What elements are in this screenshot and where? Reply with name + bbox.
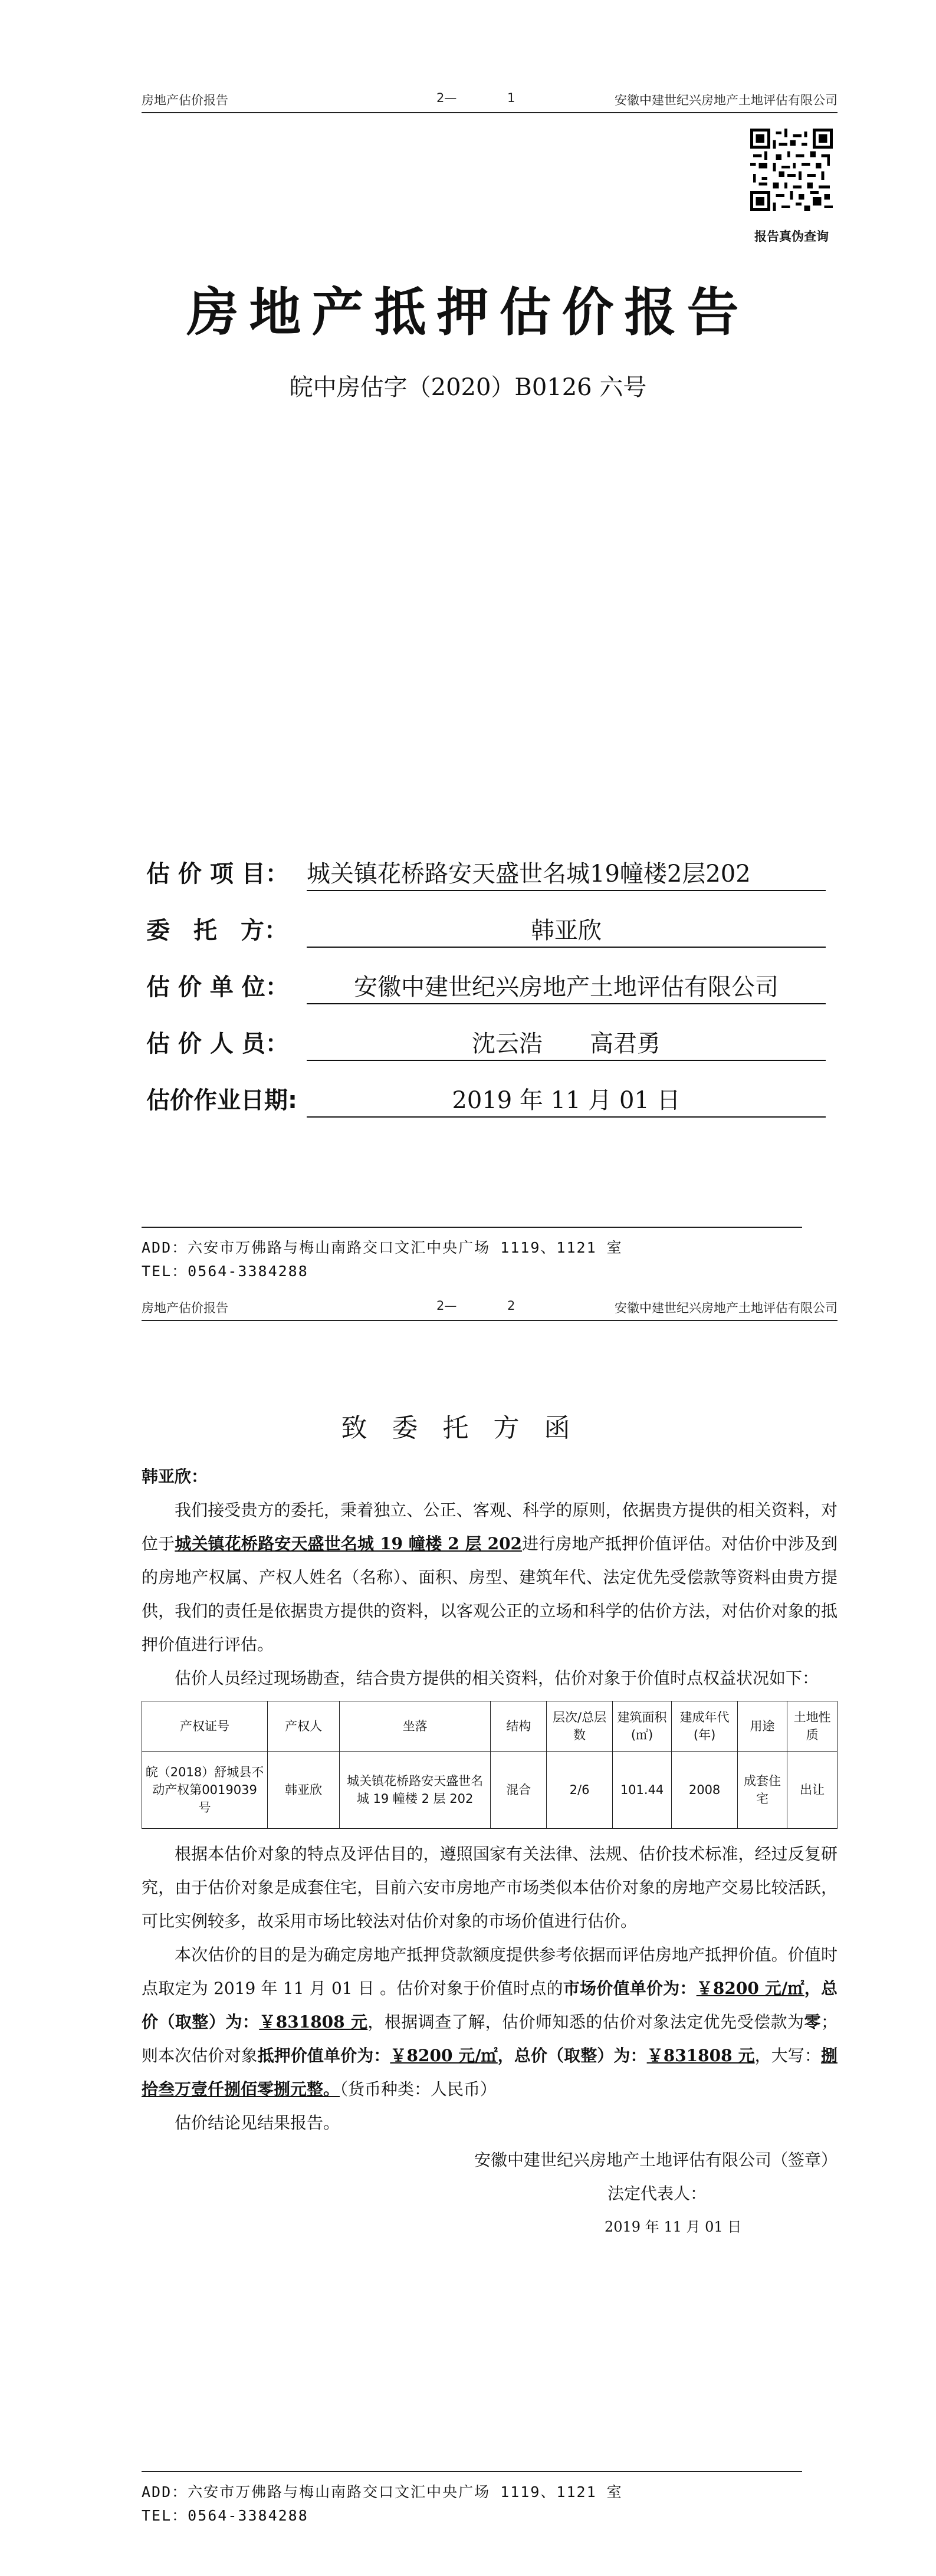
text-span: 市场价值单价为： [563, 1979, 697, 1998]
qr-caption: 报告真伪查询 [754, 229, 829, 244]
paragraph-method: 根据本估价对象的特点及评估目的，遵照国家有关法律、法规、估价技术标准，经过反复研究，由于估价对象是成套住宅，目前六安市房地产市场类似本估价对象的房地产交易比较活跃，可比实例较多，故采用市场比较法对估价对象的市场价值进行估价。 [142, 1844, 838, 1931]
text-span: ，大写： [754, 2046, 821, 2065]
table-header-cell: 用途 [737, 1701, 787, 1752]
qr-code-icon[interactable] [750, 129, 833, 211]
paragraph-status: 估价人员经过现场勘查，结合贵方提供的相关资料，估价对象于价值时点权益状况如下： [175, 1668, 819, 1688]
letter-page [0, 1286, 936, 2576]
property-table [142, 1701, 838, 1829]
cover-page [0, 0, 936, 1286]
text-span: （货币种类：人民币） [340, 2079, 497, 2099]
table-cell: 2008 [672, 1752, 737, 1829]
info-label: 委 托 方： [146, 917, 288, 944]
table-cell: 混合 [491, 1752, 547, 1829]
info-label: 估 价 单 位： [146, 974, 289, 1001]
info-value: 城关镇花桥路安天盛世名城19幢楼2层202 [307, 855, 826, 891]
text-span: ，根据调查了解，估价师知悉的估价对象法定优先受偿款为 [367, 2012, 804, 2032]
table-header-cell: 产权证号 [142, 1701, 268, 1752]
text-span: 我们接受贵方的委托，秉着独立、公正、客观、科学的原则，依据贵方提供的相关资料，对位于 [142, 1500, 838, 1553]
text-span: 进行房地产抵押价值评估。对估价中涉及到的房地产权属、产权人姓名（名称）、面积、房型、建筑年代、法定优先受偿款等资料由贵方提供，我们的责任是依据贵方提供的资料，以客观公正的立场和科学的估价方法，对估价对象的抵押价值进行评估。 [142, 1534, 838, 1654]
report-title: 房地产抵押估价报告 [186, 281, 750, 343]
table-cell: 城关镇花桥路安天盛世名城 19 幢楼 2 层 202 [340, 1752, 491, 1829]
info-value: 2019 年 11 月 01 日 [307, 1082, 826, 1118]
page-header [142, 88, 838, 113]
info-row-date [146, 1082, 830, 1138]
table-header-cell: 土地性质 [787, 1701, 838, 1752]
info-label: 估价作业日期: [146, 1087, 297, 1114]
table-cell: 韩亚欣 [268, 1752, 340, 1829]
page-footer [142, 1227, 802, 1283]
table-header-cell: 产权人 [268, 1701, 340, 1752]
info-value: 沈云浩 高君勇 [307, 1025, 826, 1061]
footer-divider [142, 1227, 802, 1228]
footer-address: ADD：六安市万佛路与梅山南路交口文汇中央广场 1119、1121 室 [142, 2483, 623, 2501]
unit-mortgage-value: ￥8200 元/㎡ [390, 2046, 498, 2065]
text-span: 抵押价值单价为： [257, 2046, 390, 2065]
header-left: 房地产估价报告 [142, 1301, 228, 1315]
header-page-number: 2 [507, 1299, 515, 1313]
table-header-row [142, 1701, 838, 1752]
info-value: 安徽中建世纪兴房地产土地评估有限公司 [307, 968, 826, 1004]
info-label: 估 价 项 目： [146, 860, 289, 888]
info-row-project [146, 855, 830, 912]
priority-payment: 零 [804, 2012, 821, 2032]
table-cell: 出让 [787, 1752, 838, 1829]
header-page-number: 1 [507, 91, 515, 105]
info-row-appraiser-company [146, 968, 830, 1025]
document-number: 皖中房估字（2020）B0126 六号 [289, 374, 647, 401]
page-footer [142, 2471, 802, 2528]
table-cell: 皖（2018）舒城县不动产权第0019039 号 [142, 1752, 268, 1829]
letter-title: 致委托方函 [341, 1413, 595, 1443]
letter-body [142, 1460, 838, 2244]
total-mortgage-value: ￥831808 元 [646, 2046, 755, 2065]
unit-market-value: ￥8200 元/㎡ [696, 1979, 804, 1998]
paragraph-valuation [142, 1938, 838, 2106]
header-page-prefix: 2— [436, 1299, 457, 1313]
text-span: ，总价（取整）为： [497, 2046, 647, 2065]
info-row-appraisers [146, 1025, 830, 1082]
table-header-cell: 坐落 [340, 1701, 491, 1752]
header-company: 安徽中建世纪兴房地产土地评估有限公司 [615, 1301, 838, 1315]
legal-representative: 法定代表人： [607, 2184, 707, 2203]
property-address: 城关镇花桥路安天盛世名城 19 幢楼 2 层 202 [175, 1534, 523, 1553]
text-span: ；则本次估价对象 [142, 2012, 838, 2065]
text-span: ，总价（取整）为： [142, 1979, 838, 2032]
text-span: 本次估价的目的是为确定房地产抵押贷款额度提供参考依据而评估房地产抵押价值。价值时点取定为 2019 年 11 月 01 日 。估价对象于价值时点的 [142, 1945, 838, 1998]
footer-divider [142, 2471, 802, 2472]
table-cell: 101.44 [612, 1752, 672, 1829]
paragraph-conclusion: 估价结论见结果报告。 [175, 2113, 340, 2133]
table-header-cell: 建成年代(年) [672, 1701, 737, 1752]
amount-in-words: 捌拾叁万壹仟捌佰零捌元整。 [142, 2046, 838, 2099]
table-header-cell: 结构 [491, 1701, 547, 1752]
footer-address: ADD：六安市万佛路与梅山南路交口文汇中央广场 1119、1121 室 [142, 1239, 623, 1256]
footer-tel: TEL：0564-3384288 [142, 1263, 308, 1280]
table-header-cell: 层次/总层数 [547, 1701, 612, 1752]
paragraph-intro [142, 1493, 838, 1661]
salutation: 韩亚欣： [142, 1467, 208, 1486]
header-company: 安徽中建世纪兴房地产土地评估有限公司 [615, 93, 838, 107]
cover-info-block [146, 855, 830, 1138]
header-left: 房地产估价报告 [142, 93, 228, 107]
signer-company: 安徽中建世纪兴房地产土地评估有限公司（签章） [474, 2150, 838, 2170]
header-page-prefix: 2— [436, 91, 457, 105]
info-row-client [146, 912, 830, 968]
table-cell: 2/6 [547, 1752, 612, 1829]
info-value: 韩亚欣 [307, 912, 826, 948]
info-label: 估 价 人 员： [146, 1030, 289, 1057]
table-header-cell: 建筑面积(㎡) [612, 1701, 672, 1752]
table-row [142, 1752, 838, 1829]
footer-tel: TEL：0564-3384288 [142, 2507, 308, 2524]
table-cell: 成套住宅 [737, 1752, 787, 1829]
page-header [142, 1296, 838, 1321]
letter-date: 2019 年 11 月 01 日 [605, 2219, 742, 2235]
total-market-value: ￥831808 元 [259, 2012, 368, 2032]
